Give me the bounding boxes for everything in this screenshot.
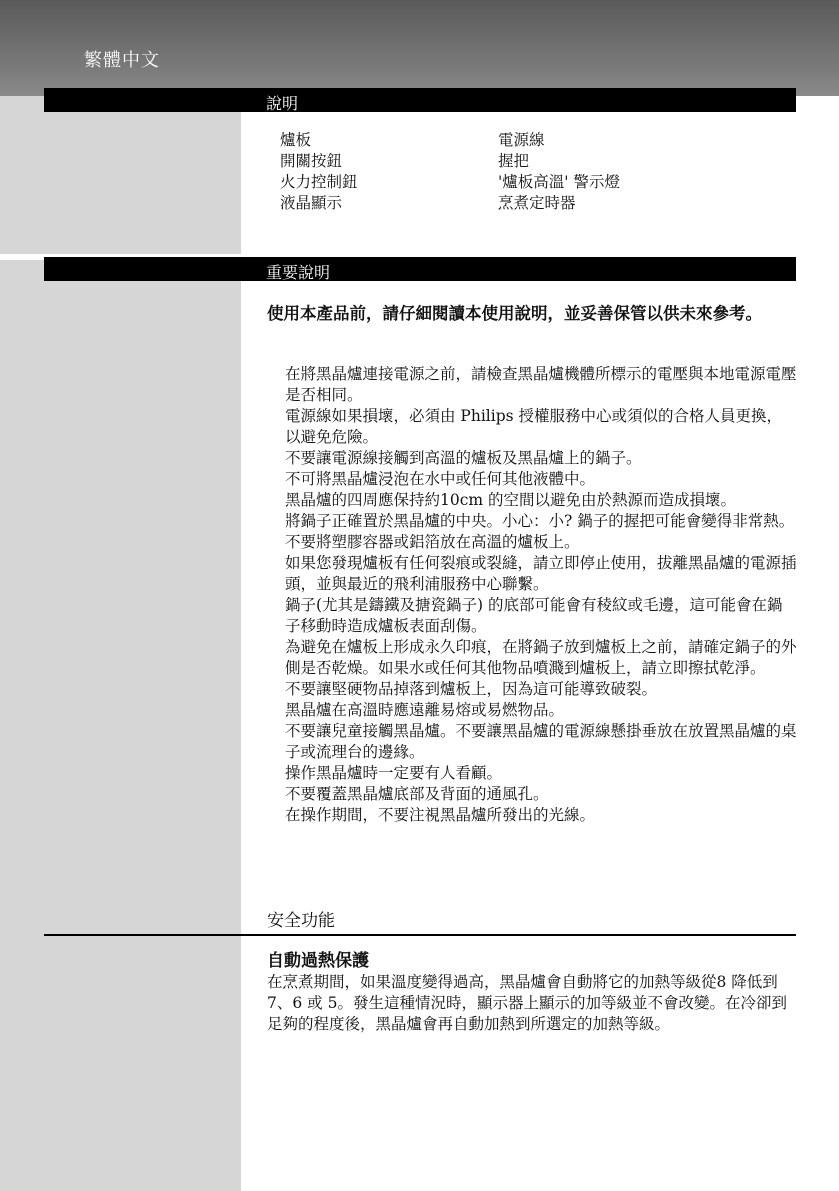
warning-item: 在操作期間，不要注視黑晶爐所發出的光線。 — [285, 806, 596, 824]
paragraph: 在烹煮期間，如果溫度變得過高，黑晶爐會自動將它的加熱等級從8 降低到 7、6 或 5。發生這種情況時，顯示器上顯示的加等級並不會改變。在冷卻到足夠的程度後，黑晶爐會再自動加熱到所選定的加熱等級。 — [267, 973, 787, 1033]
warning-item: 如果您發現爐板有任何裂痕或裂縫，請立即停止使用，拔離黑晶爐的電源插頭，並與最近的飛利浦服務中心聯繫。 — [285, 554, 797, 593]
warning-item: 黑晶爐在高溫時應遠離易熔或易燃物品。 — [285, 701, 565, 719]
section-title-safety: 安全功能 — [267, 911, 335, 931]
warning-item: 操作黑晶爐時一定要有人看顧。 — [285, 764, 503, 782]
section-title: 說明 — [266, 94, 299, 113]
warning-item: 不要讓電源線接觸到高溫的爐板及黑晶爐上的鍋子。 — [285, 449, 642, 467]
parts-row — [280, 151, 780, 172]
warning-item: 不要讓堅硬物品掉落到爐板上，因為這可能導致破裂。 — [285, 680, 658, 698]
header-band — [0, 0, 839, 96]
warning-item: 電源線如果損壞，必須由 Philips 授權服務中心或須似的合格人員更換，以避免危險。 — [285, 407, 783, 446]
warning-item: 不要將塑膠容器或鋁箔放在高溫的爐板上。 — [285, 533, 580, 551]
warning-item: 黑晶爐的四周應保持約10cm 的空間以避免由於熱源而造成損壞。 — [285, 491, 737, 509]
warning-item: 不可將黑晶爐浸泡在水中或任何其他液體中。 — [285, 470, 596, 488]
intro-paragraph: 使用本產品前，請仔細閱讀本使用說明，並妥善保管以供未來參考。 — [267, 304, 762, 323]
parts-row — [280, 172, 780, 193]
part-label: 火力控制鈕 — [280, 173, 358, 191]
warning-item: 鍋子(尤其是鑄鐵及搪瓷鍋子) 的底部可能會有稜紋或毛邊，這可能會在鍋子移動時造成爐板表面刮傷。 — [285, 596, 783, 635]
part-label: 電源線 — [498, 131, 545, 149]
section-rule — [44, 934, 796, 936]
subsection-title: 自動過熱保護 — [267, 951, 369, 971]
section-bar-description — [44, 88, 796, 112]
part-label: 液晶顯示 — [280, 194, 343, 212]
part-label: '爐板高溫' 警示燈 — [498, 173, 620, 191]
parts-row — [280, 130, 780, 151]
warning-item: 不要覆蓋黑晶爐底部及背面的通風孔。 — [285, 785, 549, 803]
part-label: 開關按鈕 — [280, 152, 343, 170]
part-label: 握把 — [498, 152, 530, 170]
warning-item: 不要讓兒童接觸黑晶爐。不要讓黑晶爐的電源線懸掛垂放在放置黑晶爐的桌子或流理台的邊緣。 — [285, 722, 797, 761]
parts-list — [280, 130, 780, 214]
safety-body — [267, 972, 797, 1035]
part-label: 烹煮定時器 — [498, 194, 576, 212]
language-label: 繁體中文 — [84, 50, 160, 71]
section-bar-important — [44, 257, 796, 281]
part-label: 爐板 — [280, 131, 312, 149]
section-title: 重要說明 — [266, 263, 331, 282]
warnings-list — [285, 364, 797, 826]
warning-item: 將鍋子正確置於黑晶爐的中央。小心：小? 鍋子的握把可能會變得非常熱。 — [285, 512, 795, 530]
warning-item: 為避免在爐板上形成永久印痕，在將鍋子放到爐板上之前，請確定鍋子的外側是否乾燥。如果水或任何其他物品噴濺到爐板上，請立即擦拭乾淨。 — [285, 638, 797, 677]
warning-item: 在將黑晶爐連接電源之前，請檢查黑晶爐機體所標示的電壓與本地電源電壓是否相同。 — [285, 365, 797, 404]
parts-row — [280, 193, 780, 214]
